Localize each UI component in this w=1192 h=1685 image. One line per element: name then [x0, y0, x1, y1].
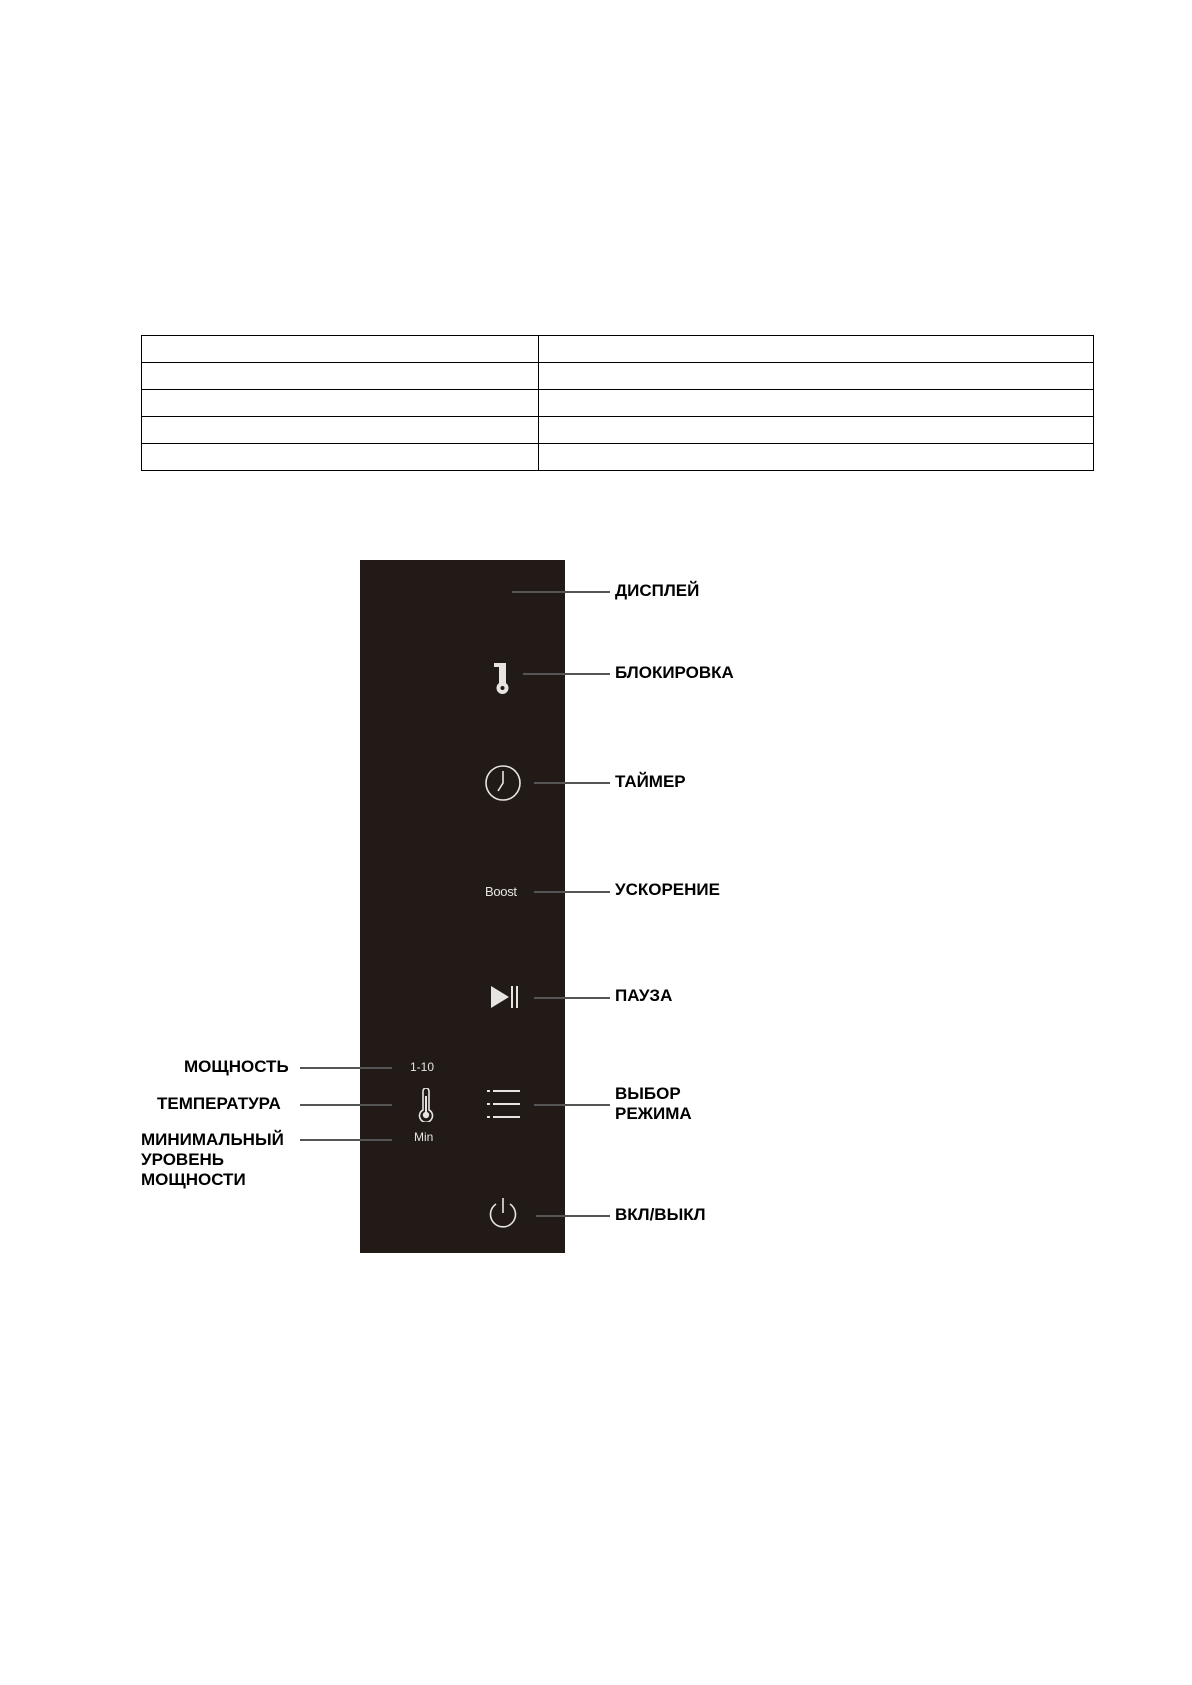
- table-cell: [539, 417, 1094, 444]
- callout-boost: УСКОРЕНИЕ: [615, 880, 720, 899]
- callout-line: [536, 1215, 610, 1217]
- callout-temperature: ТЕМПЕРАТУРА: [157, 1094, 281, 1113]
- table-cell: [142, 336, 539, 363]
- callout-mode-select: [615, 1084, 692, 1124]
- callout-line: [300, 1067, 392, 1069]
- key-icon[interactable]: [494, 662, 512, 696]
- callout-display: ДИСПЛЕЙ: [615, 581, 700, 600]
- callout-line: [534, 782, 610, 784]
- table-row: [142, 417, 1094, 444]
- callout-lock: БЛОКИРОВКА: [615, 663, 734, 682]
- table-row: [142, 363, 1094, 390]
- callout-timer: ТАЙМЕР: [615, 772, 686, 791]
- table-cell: [142, 444, 539, 471]
- callout-pause: ПАУЗА: [615, 986, 673, 1005]
- callout-min-power: [141, 1130, 284, 1190]
- callout-line: [523, 673, 610, 675]
- table-row: [142, 336, 1094, 363]
- callout-min-power-line3: МОЩНОСТИ: [141, 1170, 246, 1189]
- table-cell: [539, 363, 1094, 390]
- spec-table: [141, 335, 1094, 471]
- control-panel: [360, 560, 565, 1253]
- min-label: Min: [414, 1130, 434, 1144]
- play-pause-icon[interactable]: [491, 985, 519, 1009]
- callout-mode-select-line2: РЕЖИМА: [615, 1104, 692, 1123]
- table-cell: [539, 390, 1094, 417]
- thermometer-icon[interactable]: [418, 1088, 434, 1122]
- callout-min-power-line1: МИНИМАЛЬНЫЙ: [141, 1130, 284, 1149]
- callout-min-power-line2: УРОВЕНЬ: [141, 1150, 225, 1169]
- list-icon[interactable]: [487, 1088, 521, 1120]
- power-icon[interactable]: [486, 1196, 520, 1230]
- callout-power: МОЩНОСТЬ: [184, 1057, 289, 1076]
- callout-line: [300, 1139, 392, 1141]
- callout-mode-select-line1: ВЫБОР: [615, 1084, 681, 1103]
- table-row: [142, 444, 1094, 471]
- table-cell: [539, 444, 1094, 471]
- table-cell: [539, 336, 1094, 363]
- power-range-label: 1-10: [410, 1060, 435, 1074]
- boost-label[interactable]: Boost: [485, 884, 517, 899]
- callout-line: [300, 1104, 392, 1106]
- callout-line: [512, 591, 610, 593]
- callout-line: [534, 997, 610, 999]
- clock-icon[interactable]: [484, 764, 522, 802]
- callout-line: [534, 1104, 610, 1106]
- table-cell: [142, 390, 539, 417]
- table-cell: [142, 417, 539, 444]
- callout-on-off: ВКЛ/ВЫКЛ: [615, 1205, 706, 1224]
- table-cell: [142, 363, 539, 390]
- callout-line: [534, 891, 610, 893]
- table-row: [142, 390, 1094, 417]
